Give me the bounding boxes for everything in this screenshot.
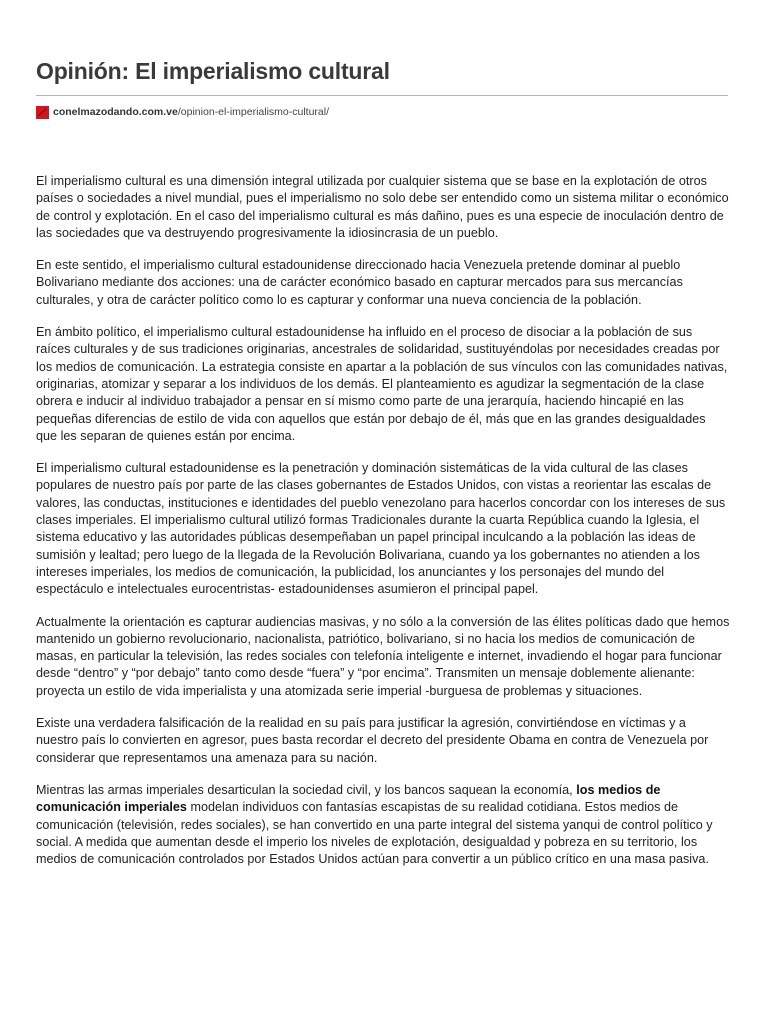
source-domain[interactable]: conelmazodando.com.ve [53,106,178,118]
title-divider [36,95,728,96]
red-square-favicon-icon [36,106,49,119]
article-paragraph: Actualmente la orientación es capturar audiencias masivas, y no sólo a la conversión de las élites políticas dado que hemos mantenido un gobierno revolucionario, nacionalista, patriótico, bolivariano, si no hacia los medios de comunicación de masas, en particular la televisión, las redes sociales con telefonía inteligente e internet, invadiendo el hogar para funcionar desde “dentro” y “por debajo” tanto como desde “fuera” y “por encima”. Transmiten un mensaje doblemente alienante: proyecta un estilo de vida imperialista y una atomizada serie imperial -burguesa de problemas y situaciones. [36,614,730,698]
article-paragraph: En ámbito político, el imperialismo cultural estadounidense ha influido en el proceso de disociar a la población de sus raíces culturales y de sus tradiciones originarias, ancestrales de solidaridad, sustituyéndolas por necesidades creadas por los medios de comunicación. La estrategia consiste en apartar a la población de sus vínculos con las comunidades nativas, originarias, atomizar y separar a los individuos de los demás. El planteamiento es agudizar la segmentación de la clase obrera e inducir al individuo trabajador a pensar en sí mismo como parte de una jerarquía, haciendo hincapié en las pequeñas diferencias de estilo de vida con aquellos que están por debajo de él, más que en las grandes desigualdades que les separan de quienes están por encima. [36,325,728,443]
article-paragraph: El imperialismo cultural es una dimensión integral utilizada por cualquier sistema que se base en la explotación de otros países o sociedades a nivel mundial, pues el imperialismo no solo debe ser entendido como un sistema militar o económico de control y explotación. En el caso del imperialismo cultural es más dañino, pues es una especie de inoculación dentro de las sociedades que va destruyendo progresivamente la idiosincrasia de un pueblo. [36,174,729,240]
source-path[interactable]: /opinion-el-imperialismo-cultural/ [177,106,330,118]
article-title: Opinión: El imperialismo cultural [36,58,390,84]
source-link[interactable] [36,104,329,120]
article-paragraph: El imperialismo cultural estadounidense es la penetración y dominación sistemáticas de la vida cultural de las clases populares de nuestro país por parte de las clases gobernantes de Estados Unidos, con vistas a reorientar las escalas de valores, las conductas, instituciones e identidades del pueblo venezolano para hacerlos concordar con los intereses de sus clases imperiales. El imperialismo cultural utilizó formas Tradicionales durante la cuarta República cuando la Iglesia, el sistema educativo y las autoridades públicas desempeñaban un papel principal inculcando a la población las ideas de sumisión y lealtad; pero luego de la llegada de la Revolución Bolivariana, cuando ya los gobernantes no atienden a los intereses imperiales, los medios de comunicación, la publicidad, los anunciantes y los personajes del mundo del espectáculo e intelectuales eurocentristas- estadounidenses asumieron el principal papel. [36,461,726,597]
article-paragraph: Existe una verdadera falsificación de la realidad en su país para justificar la agresión, convirtiéndose en víctimas y a nuestro país lo convierten en agresor, pues basta recordar el decreto del presidente Obama en contra de Venezuela por considerar que representamos una amenaza para su nación. [36,716,709,765]
article-paragraph-last [36,782,730,868]
bold-phrase: los medios de comunicación imperiales [36,782,661,815]
article-paragraph: En este sentido, el imperialismo cultural estadounidense direccionado hacia Venezuela pretende dominar al pueblo Bolivariano mediante dos acciones: una de carácter económico basado en capturar mercados para sus mercancías culturales, y otra de carácter político como lo es capturar y conformar una nueva conciencia de la población. [36,258,683,307]
paragraph-text-after: modelan individuos con fantasías escapistas de su realidad cotidiana. Estos medios de comunicación (televisión, redes sociales), se han convertido en una parte integral del sistema yanqui de control político y social. A medida que aumentan desde el imperio los niveles de explotación, desigualdad y pobreza en su territorio, los medios de comunicación controlados por Estados Unidos actúan para convertir a un público crítico en una masa pasiva. [36,800,713,867]
article-body [36,173,730,883]
paragraph-text-before: Mientras las armas imperiales desarticulan la sociedad civil, y los bancos saquean la economía, [36,782,577,797]
